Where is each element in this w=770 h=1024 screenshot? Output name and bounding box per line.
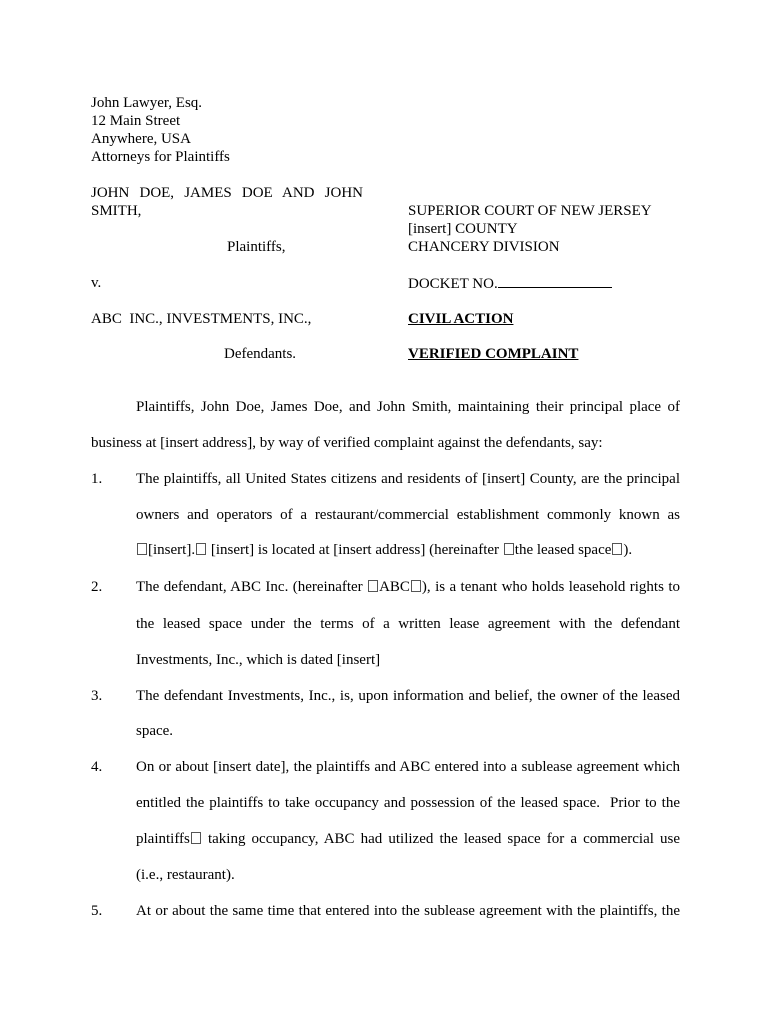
missing-glyph-box bbox=[504, 543, 514, 555]
paragraph-4-line2: entitled the plaintiffs to take occupancy and possession of the leased space. Prior to the bbox=[136, 795, 680, 811]
plaintiffs-names-line1: JOHN DOE, JAMES DOE AND JOHN bbox=[91, 185, 363, 201]
verified-complaint-heading: VERIFIED COMPLAINT bbox=[408, 346, 579, 362]
paragraph-4-line4: (i.e., restaurant). bbox=[136, 867, 235, 883]
attorney-city: Anywhere, USA bbox=[91, 131, 191, 147]
paragraph-number: 1. bbox=[91, 471, 103, 487]
court-division: CHANCERY DIVISION bbox=[408, 239, 560, 255]
attorney-street: 12 Main Street bbox=[91, 113, 181, 129]
docket-blank-line bbox=[498, 274, 612, 288]
intro-line2: business at [insert address], by way of verified complaint against the defendants, say: bbox=[91, 435, 603, 451]
court-name: SUPERIOR COURT OF NEW JERSEY bbox=[408, 203, 652, 219]
paragraph-number: 5. bbox=[91, 903, 103, 919]
versus-label: v. bbox=[91, 275, 102, 291]
paragraph-3-line1: The defendant Investments, Inc., is, upon information and belief, the owner of the leased bbox=[136, 688, 680, 704]
paragraph-number: 3. bbox=[91, 688, 103, 704]
paragraph-1-line2: owners and operators of a restaurant/commercial establishment commonly known as bbox=[136, 507, 680, 523]
civil-action-heading: CIVIL ACTION bbox=[408, 311, 514, 327]
paragraph-4-line3: plaintiffs taking occupancy, ABC had utilized the leased space for a commercial use bbox=[136, 831, 680, 847]
missing-glyph-box bbox=[137, 543, 147, 555]
paragraph-1-line1: The plaintiffs, all United States citizens and residents of [insert] County, are the principal bbox=[136, 471, 680, 487]
paragraph-2-line3: Investments, Inc., which is dated [insert] bbox=[136, 652, 381, 668]
missing-glyph-box bbox=[411, 580, 421, 592]
missing-glyph-box bbox=[191, 832, 201, 844]
intro-line1: Plaintiffs, John Doe, James Doe, and John Smith, maintaining their principal place of bbox=[136, 399, 680, 415]
paragraph-3-line2: space. bbox=[136, 723, 174, 739]
attorney-role: Attorneys for Plaintiffs bbox=[91, 149, 230, 165]
paragraph-5-line1: At or about the same time that entered into the sublease agreement with the plaintiffs, the bbox=[136, 903, 680, 919]
attorney-name: John Lawyer, Esq. bbox=[91, 95, 203, 111]
paragraph-4-line1: On or about [insert date], the plaintiffs and ABC entered into a sublease agreement which bbox=[136, 759, 680, 775]
missing-glyph-box bbox=[368, 580, 378, 592]
paragraph-2-line1: The defendant, ABC Inc. (hereinafter ABC ), is a tenant who holds leasehold rights to bbox=[136, 579, 680, 595]
paragraph-2-line2: the leased space under the terms of a written lease agreement with the defendant bbox=[136, 616, 680, 632]
docket-number bbox=[408, 274, 612, 293]
paragraph-number: 4. bbox=[91, 759, 103, 775]
court-county: [insert] COUNTY bbox=[408, 221, 518, 237]
missing-glyph-box bbox=[196, 543, 206, 555]
plaintiffs-label: Plaintiffs, bbox=[227, 239, 286, 255]
defendants-names: ABC INC., INVESTMENTS, INC., bbox=[91, 311, 312, 327]
paragraph-1-line3: [insert]. [insert] is located at [insert address] (hereinafter the leased space ). bbox=[136, 541, 632, 559]
plaintiffs-names-line2: SMITH, bbox=[91, 203, 142, 219]
defendants-label: Defendants. bbox=[224, 346, 297, 362]
missing-glyph-box bbox=[612, 543, 622, 555]
paragraph-number: 2. bbox=[91, 579, 103, 595]
docket-label: DOCKET NO. bbox=[408, 276, 498, 292]
